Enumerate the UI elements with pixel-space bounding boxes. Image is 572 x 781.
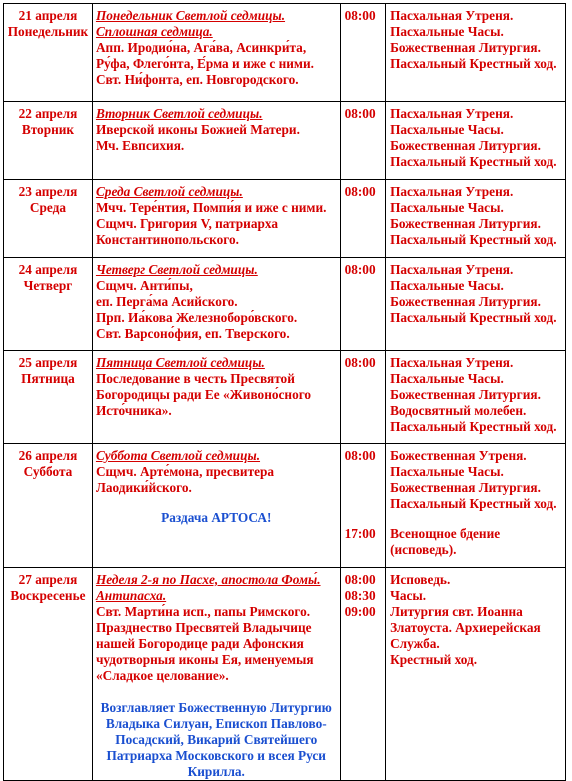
weekday: Четверг	[23, 278, 73, 293]
service: Божественная Утреня.	[390, 448, 527, 463]
weekday: Среда	[29, 200, 67, 215]
time: 08:00	[344, 572, 376, 587]
feast-line: Сщмч. Анти́пы,	[95, 278, 193, 293]
service: Пасхальная Утреня.	[390, 8, 514, 23]
feast-cell	[92, 351, 340, 444]
feast-cell	[92, 258, 340, 351]
weekday: Понедельник	[7, 24, 89, 39]
time: 09:00	[344, 604, 376, 619]
weekday: Суббота	[23, 464, 73, 479]
feast-line: Празднество Пресвятей Владычице	[95, 620, 312, 635]
service: Божественная Литургия.	[390, 387, 541, 402]
feast-line: Иверской иконы Божией Матери.	[95, 122, 300, 137]
feast-cell	[92, 568, 340, 781]
time: 08:00	[344, 355, 376, 370]
feast-subtitle: Сплошная седмица.	[95, 24, 213, 39]
time: 17:00	[344, 526, 376, 541]
bishop-note: Владыка Силуан, Епископ Павлово-	[105, 716, 327, 731]
feast-line: Мч. Евпсихия.	[95, 138, 185, 153]
feast-title: Вторник Светлой седмицы.	[95, 106, 263, 121]
feast-line: Исто́чника».	[95, 403, 172, 418]
date-cell	[4, 102, 93, 180]
date: 23 апреля	[18, 184, 78, 199]
service: Златоуста. Архиерейская	[390, 620, 541, 635]
service: Пасхальные Часы.	[390, 278, 504, 293]
feast-line: Мчч. Тере́нтия, Помпи́я и иже с ними.	[95, 200, 327, 215]
date: 22 апреля	[18, 106, 78, 121]
date: 26 апреля	[18, 448, 78, 463]
service: Божественная Литургия.	[390, 40, 541, 55]
service: Пасхальный Крестный ход.	[390, 56, 557, 71]
services-cell	[386, 4, 566, 102]
feast-line: Константинопольского.	[95, 232, 239, 247]
time: 08:30	[344, 588, 376, 603]
service: (исповедь).	[390, 542, 457, 557]
services-cell	[386, 258, 566, 351]
time-cell	[340, 444, 385, 568]
service: Служба.	[390, 636, 440, 651]
time: 08:00	[344, 262, 376, 277]
schedule-table	[3, 3, 566, 781]
services-cell	[386, 180, 566, 258]
date: 25 апреля	[18, 355, 78, 370]
time-cell	[340, 4, 385, 102]
service: Божественная Литургия.	[390, 294, 541, 309]
table-row	[4, 351, 566, 444]
bishop-note: Посадский, Викарий Святейшего	[115, 732, 318, 747]
time-cell	[340, 258, 385, 351]
time-cell	[340, 568, 385, 781]
feast-line: Прп. Иа́кова Железноборо́вского.	[95, 310, 298, 325]
feast-line: Свт. Ни́фонта, еп. Новгородского.	[95, 72, 299, 87]
service: Крестный ход.	[390, 652, 478, 667]
service: Божественная Литургия.	[390, 480, 541, 495]
bishop-note: Кирилла.	[187, 764, 245, 779]
date-cell	[4, 568, 93, 781]
table-row	[4, 102, 566, 180]
services-cell	[386, 444, 566, 568]
table-row	[4, 568, 566, 781]
feast-title: Среда Светлой седмицы.	[95, 184, 243, 199]
service: Водосвятный молебен.	[390, 403, 527, 418]
feast-line: Сщмч. Григория V, патриарха	[95, 216, 278, 231]
feast-line: Ру́фа, Флего́нта, Е́рма и иже с ними.	[95, 56, 314, 71]
date-cell	[4, 444, 93, 568]
feast-line: Богородицы ради Ее «Живоно́сного	[95, 387, 312, 402]
feast-line: Свт. Варсоно́фия, еп. Тверского.	[95, 326, 290, 341]
service: Пасхальные Часы.	[390, 24, 504, 39]
service: Пасхальный Крестный ход.	[390, 310, 557, 325]
feast-title: Пятница Светлой седмицы.	[95, 355, 265, 370]
feast-line: Свт. Марти́на исп., папы Римского.	[95, 604, 311, 619]
service: Пасхальные Часы.	[390, 464, 504, 479]
service: Божественная Литургия.	[390, 138, 541, 153]
service: Пасхальная Утреня.	[390, 355, 514, 370]
service: Пасхальный Крестный ход.	[390, 232, 557, 247]
feast-title: Неделя 2-я по Пасхе, апостола Фомы́.	[95, 572, 321, 587]
feast-line: Лаодики́йского.	[95, 480, 192, 495]
service: Пасхальные Часы.	[390, 122, 504, 137]
services-cell	[386, 102, 566, 180]
time: 08:00	[344, 184, 376, 199]
bishop-note: Возглавляет Божественную Литургию	[100, 700, 332, 715]
date-cell	[4, 4, 93, 102]
service: Пасхальная Утреня.	[390, 262, 514, 277]
feast-line: Сщмч. Арте́мона, пресвитера	[95, 464, 275, 479]
service: Всенощное бдение	[390, 526, 501, 541]
service: Часы.	[390, 588, 427, 603]
date: 21 апреля	[18, 8, 78, 23]
table-row	[4, 4, 566, 102]
table-row	[4, 180, 566, 258]
service: Пасхальный Крестный ход.	[390, 154, 557, 169]
feast-line: чудотворныя иконы Ея, именуемыя	[95, 652, 314, 667]
artos-note: Раздача АРТОСА!	[161, 510, 272, 525]
time: 08:00	[344, 8, 376, 23]
service: Литургия свт. Иоанна	[390, 604, 523, 619]
time-cell	[340, 102, 385, 180]
feast-cell	[92, 102, 340, 180]
service: Пасхальный Крестный ход.	[390, 496, 557, 511]
table-row	[4, 444, 566, 568]
date-cell	[4, 180, 93, 258]
feast-line: нашей Богородице ради Афонския	[95, 636, 304, 651]
feast-line: Апп. Иродио́на, Ага́ва, Асинкри́та,	[95, 40, 307, 55]
time: 08:00	[344, 106, 376, 121]
feast-line: еп. Перга́ма Асийского.	[95, 294, 238, 309]
feast-line: «Сладкое целование».	[95, 668, 229, 683]
service: Пасхальная Утреня.	[390, 184, 514, 199]
service: Пасхальный Крестный ход.	[390, 419, 557, 434]
weekday: Пятница	[21, 371, 75, 386]
service: Пасхальные Часы.	[390, 200, 504, 215]
bishop-note: Патриарха Московского и всея Руси	[106, 748, 326, 763]
feast-cell	[92, 444, 340, 568]
date-cell	[4, 258, 93, 351]
feast-title: Суббота Светлой седмицы.	[95, 448, 261, 463]
time-cell	[340, 180, 385, 258]
services-cell	[386, 351, 566, 444]
date-cell	[4, 351, 93, 444]
table-row	[4, 258, 566, 351]
feast-title: Понедельник Светлой седмицы.	[95, 8, 286, 23]
feast-cell	[92, 4, 340, 102]
feast-title: Четверг Светлой седмицы.	[95, 262, 258, 277]
weekday: Вторник	[21, 122, 75, 137]
services-cell	[386, 568, 566, 781]
date: 24 апреля	[18, 262, 78, 277]
date: 27 апреля	[18, 572, 78, 587]
service: Исповедь.	[390, 572, 451, 587]
time: 08:00	[344, 448, 376, 463]
service: Пасхальные Часы.	[390, 371, 504, 386]
service: Божественная Литургия.	[390, 216, 541, 231]
feast-line: Последование в честь Пресвятой	[95, 371, 295, 386]
feast-subtitle: Антипасха.	[95, 588, 167, 603]
feast-cell	[92, 180, 340, 258]
service: Пасхальная Утреня.	[390, 106, 514, 121]
time-cell	[340, 351, 385, 444]
weekday: Воскресенье	[10, 588, 86, 603]
